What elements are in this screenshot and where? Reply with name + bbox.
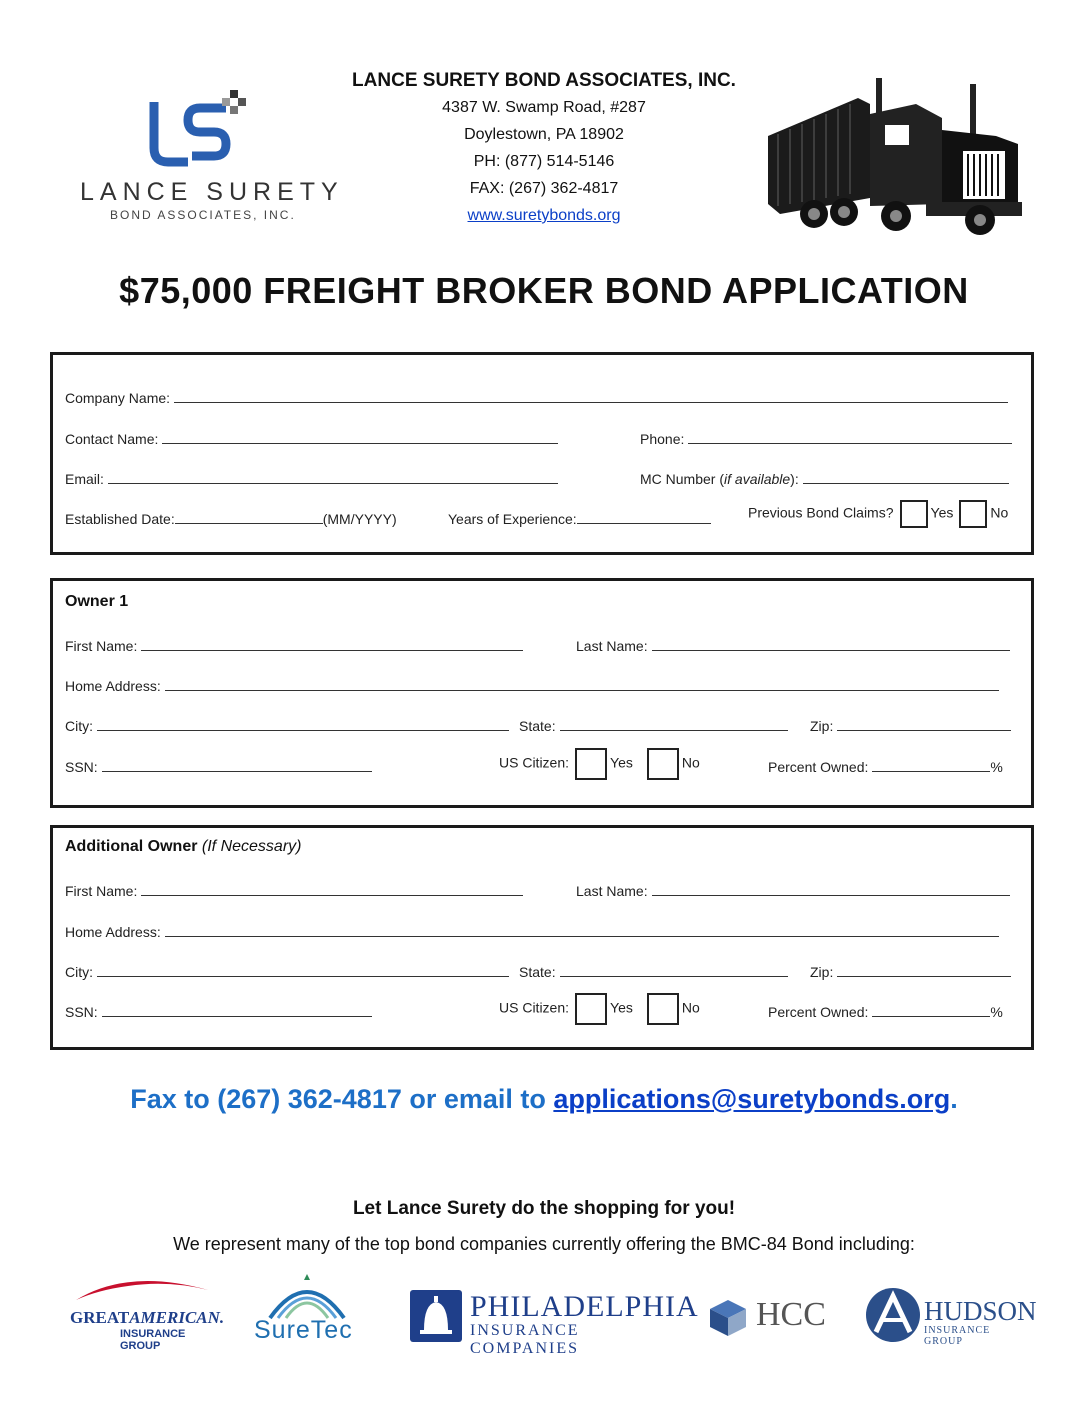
logo-wordmark: LANCE SURETY (80, 178, 344, 206)
owner2-us-citizen-field: US Citizen: Yes No (499, 993, 700, 1025)
owner2-state-field[interactable]: State: (519, 963, 788, 980)
claims-no-checkbox[interactable] (959, 500, 987, 528)
hcc-cube-icon (708, 1298, 748, 1338)
logo-subtitle: BOND ASSOCIATES, INC. (110, 208, 296, 222)
page-title: $75,000 FREIGHT BROKER BOND APPLICATION (119, 270, 969, 311)
owner2-ssn-field[interactable]: SSN: (65, 1003, 372, 1020)
owner2-home-address-field[interactable]: Home Address: (65, 923, 999, 940)
owner1-last-name-field[interactable]: Last Name: (576, 637, 1010, 654)
philadelphia-logo: PHILADELPHIA INSURANCE COMPANIES (408, 1270, 674, 1350)
liberty-bell-icon (410, 1290, 464, 1344)
owner1-zip-field[interactable]: Zip: (810, 717, 1011, 734)
owner1-state-field[interactable]: State: (519, 717, 788, 734)
phone-field[interactable]: Phone: (640, 430, 1012, 447)
owner2-title: Additional Owner (If Necessary) (65, 838, 302, 855)
hudson-emblem-icon (864, 1286, 922, 1344)
hudson-logo: HUDSON INSURANCE GROUP (862, 1270, 1032, 1350)
mc-number-field[interactable]: MC Number (if available): (640, 470, 1009, 487)
owner1-city-field[interactable]: City: (65, 717, 509, 734)
company-section (50, 352, 1034, 555)
fax-email-instructions: Fax to (267) 362-4817 or email to applications@suretybonds.org. (130, 1084, 958, 1114)
address-line-1: 4387 W. Swamp Road, #287 (442, 99, 646, 116)
owner2-percent-owned-field[interactable]: Percent Owned: % (768, 1004, 1003, 1020)
fax-number: FAX: (267) 362-4817 (469, 180, 619, 197)
owner1-ssn-field[interactable]: SSN: (65, 758, 372, 775)
website-link[interactable]: www.suretybonds.org (467, 207, 621, 224)
claims-yes-checkbox[interactable] (900, 500, 928, 528)
contact-name-field[interactable]: Contact Name: (65, 430, 558, 447)
owner1-citizen-yes-checkbox[interactable] (575, 748, 607, 780)
owner1-citizen-no-checkbox[interactable] (647, 748, 679, 780)
owner1-home-address-field[interactable]: Home Address: (65, 677, 999, 694)
company-info (300, 68, 788, 229)
owner1-section (50, 578, 1034, 808)
additional-owner-section (50, 825, 1034, 1050)
great-american-eagle-icon (68, 1270, 218, 1310)
email-field[interactable]: Email: (65, 470, 558, 487)
company-name-field[interactable]: Company Name: (65, 389, 1008, 406)
owner2-city-field[interactable]: City: (65, 963, 509, 980)
lance-surety-logo-icon (148, 88, 248, 168)
owner1-percent-owned-field[interactable]: Percent Owned: % (768, 759, 1003, 775)
owner2-zip-field[interactable]: Zip: (810, 963, 1011, 980)
company-name: LANCE SURETY BOND ASSOCIATES, INC. (352, 70, 736, 91)
suretec-dome-icon (252, 1270, 362, 1322)
years-experience-field[interactable]: Years of Experience: (448, 510, 711, 527)
established-date-field[interactable]: Established Date: (MM/YYYY) (65, 511, 397, 527)
owner2-citizen-no-checkbox[interactable] (647, 993, 679, 1025)
owner1-us-citizen-field: US Citizen: Yes No (499, 748, 700, 780)
suretec-logo: SureTec (252, 1270, 362, 1350)
application-email-link[interactable]: applications@suretybonds.org (553, 1084, 951, 1114)
great-american-logo: GREATAMERICAN. INSURANCE GROUP (68, 1270, 218, 1350)
owner2-citizen-yes-checkbox[interactable] (575, 993, 607, 1025)
owner2-last-name-field[interactable]: Last Name: (576, 882, 1010, 899)
phone-number: PH: (877) 514-5146 (473, 153, 615, 170)
previous-claims-field: Previous Bond Claims? Yes No (748, 500, 1008, 528)
truck-illustration-icon (766, 74, 1024, 238)
shopping-tagline: Let Lance Surety do the shopping for you! (352, 1198, 736, 1219)
owner1-title: Owner 1 (65, 593, 129, 610)
represent-statement: We represent many of the top bond companies currently offering the BMC-84 Bond including: (173, 1234, 915, 1254)
address-line-2: Doylestown, PA 18902 (464, 126, 624, 143)
owner1-first-name-field[interactable]: First Name: (65, 637, 523, 654)
hcc-logo: HCC (706, 1270, 836, 1350)
owner2-first-name-field[interactable]: First Name: (65, 882, 523, 899)
